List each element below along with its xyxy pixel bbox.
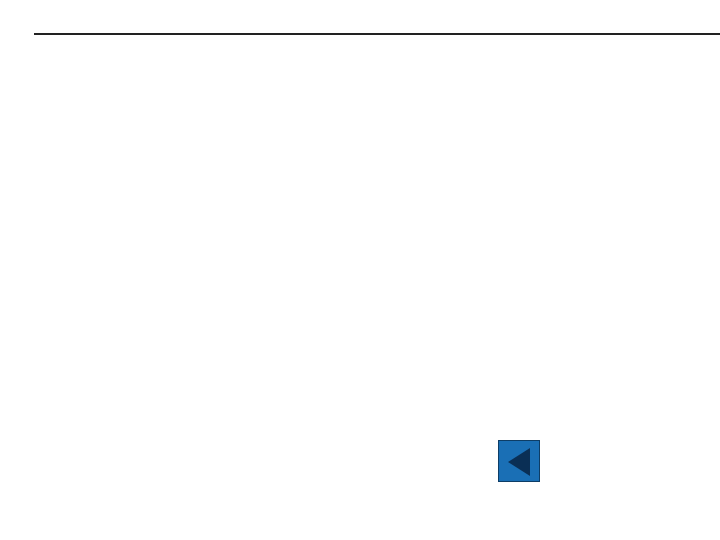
back-nav-button[interactable] <box>498 440 540 482</box>
back-arrow-icon <box>508 448 530 476</box>
legend-note <box>0 528 720 540</box>
